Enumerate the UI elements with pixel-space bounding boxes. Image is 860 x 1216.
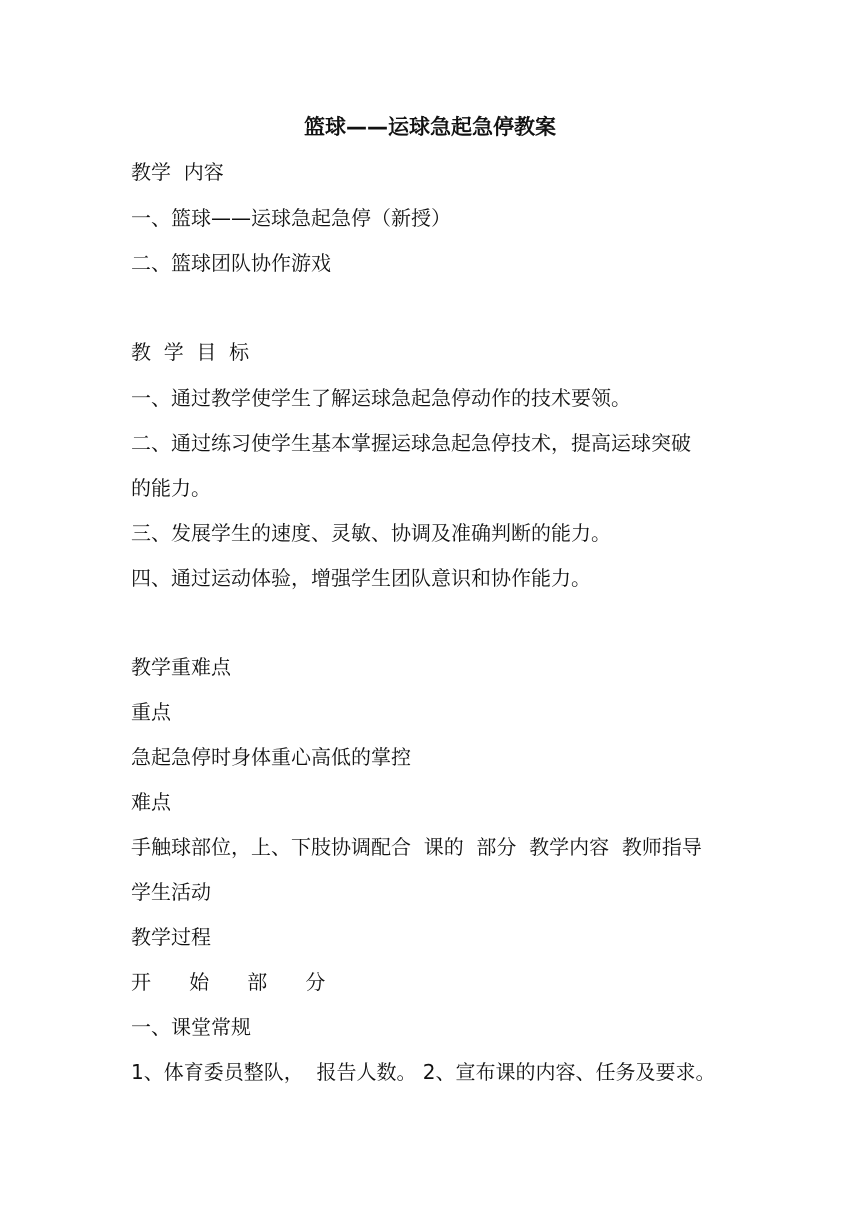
objective-1: 一、通过教学使学生了解运球急起急停动作的技术要领。 [131, 386, 631, 410]
routine-steps: 1、体育委员整队， 报告人数。 2、宣布课的内容、任务及要求。 [131, 1060, 716, 1084]
content-item-2: 二、篮球团队协作游戏 [131, 251, 331, 275]
objective-2-continued: 的能力。 [131, 476, 211, 500]
difficulty-text: 手触球部位，上、下肢协调配合 课的 部分 教学内容 教师指导 [131, 835, 702, 859]
objective-4: 四、通过运动体验，增强学生团队意识和协作能力。 [131, 566, 591, 590]
section-heading-objectives: 教 学 目 标 [131, 340, 250, 364]
key-point-label: 重点 [131, 700, 171, 724]
routine-heading: 一、课堂常规 [131, 1015, 251, 1039]
part-heading-start: 开 始 部 分 [131, 970, 326, 994]
section-heading-content: 教学 内容 [131, 160, 224, 184]
document-title: 篮球——运球急起急停教案 [304, 115, 556, 139]
objective-3: 三、发展学生的速度、灵敏、协调及准确判断的能力。 [131, 521, 611, 545]
section-heading-key-points: 教学重难点 [131, 655, 231, 679]
section-heading-process: 教学过程 [131, 925, 211, 949]
difficulty-text-continued: 学生活动 [131, 880, 211, 904]
key-point-text: 急起急停时身体重心高低的掌控 [131, 745, 411, 769]
content-item-1: 一、篮球——运球急起急停（新授） [131, 206, 451, 230]
difficulty-label: 难点 [131, 790, 171, 814]
objective-2: 二、通过练习使学生基本掌握运球急起急停技术，提高运球突破 [131, 431, 691, 455]
